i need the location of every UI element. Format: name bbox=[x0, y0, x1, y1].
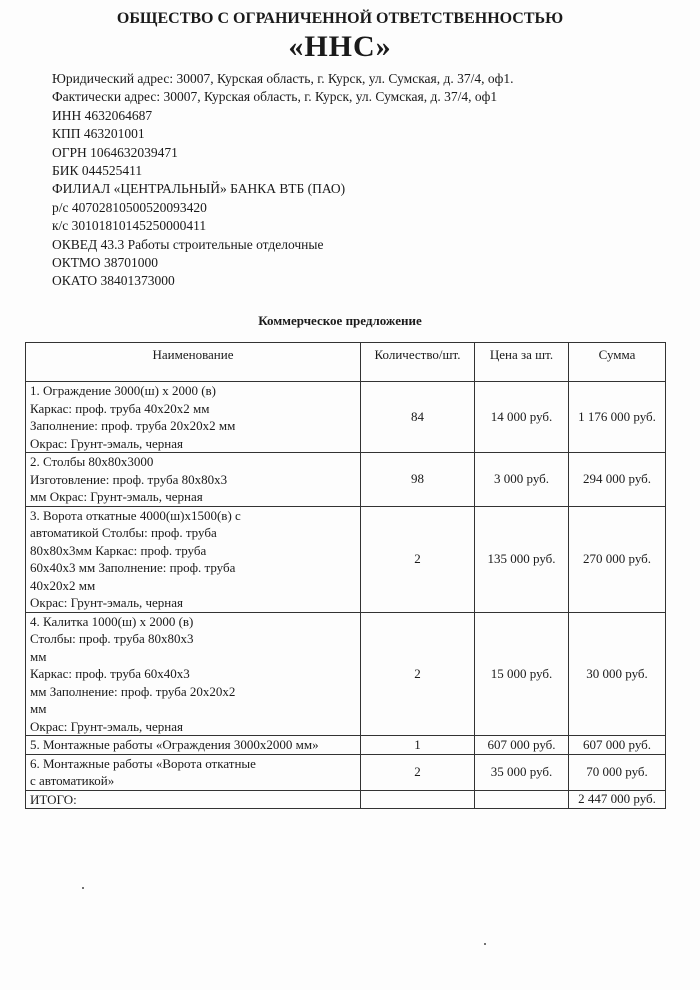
item-price: 14 000 руб. bbox=[475, 382, 569, 453]
item-quantity: 98 bbox=[361, 453, 475, 507]
detail-line: Юридический адрес: 30007, Курская область, г. Курск, ул. Сумская, д. 37/4, оф1. bbox=[52, 71, 514, 86]
item-description: 6. Монтажные работы «Ворота откатные с автоматикой» bbox=[26, 754, 361, 790]
item-price: 15 000 руб. bbox=[475, 612, 569, 736]
item-quantity: 84 bbox=[361, 382, 475, 453]
item-quantity: 2 bbox=[361, 754, 475, 790]
table-row bbox=[26, 736, 666, 755]
table-row bbox=[26, 506, 666, 612]
offer-table bbox=[25, 342, 666, 809]
detail-line: КПП 463201001 bbox=[52, 126, 145, 142]
item-description: 4. Калитка 1000(ш) х 2000 (в) Столбы: проф. труба 80х80х3 мм Каркас: проф. труба 60х40х3 мм Заполнение: проф. труба 20х20х2 мм Окрас: Грунт-эмаль, черная bbox=[26, 612, 361, 736]
detail-line: ОКТМО 38701000 bbox=[52, 255, 158, 271]
item-sum: 30 000 руб. bbox=[569, 612, 666, 736]
detail-line: ОКВЕД 43.3 Работы строительные отделочные bbox=[52, 236, 324, 252]
offer-title: Коммерческое предложение bbox=[258, 313, 422, 328]
header-sum: Сумма bbox=[569, 343, 666, 382]
detail-line: ИНН 4632064687 bbox=[52, 107, 153, 123]
table-row bbox=[26, 612, 666, 736]
table-row bbox=[26, 382, 666, 453]
table-header-row bbox=[26, 343, 666, 382]
table-row bbox=[26, 453, 666, 507]
item-price: 135 000 руб. bbox=[475, 506, 569, 612]
detail-line: БИК 044525411 bbox=[52, 163, 143, 179]
detail-line: р/с 40702810500520093420 bbox=[52, 199, 207, 215]
item-sum: 270 000 руб. bbox=[569, 506, 666, 612]
total-row bbox=[26, 790, 666, 809]
total-label: ИТОГО: bbox=[26, 790, 361, 809]
empty-cell bbox=[475, 790, 569, 809]
company-details bbox=[52, 70, 514, 291]
detail-line: ОГРН 1064632039471 bbox=[52, 144, 178, 160]
company-name: «ННС» bbox=[288, 30, 392, 63]
item-price: 607 000 руб. bbox=[475, 736, 569, 755]
table-row bbox=[26, 754, 666, 790]
item-quantity: 2 bbox=[361, 506, 475, 612]
header-qty: Количество/шт. bbox=[361, 343, 475, 382]
detail-line: к/с 30101810145250000411 bbox=[52, 218, 207, 234]
item-description: 5. Монтажные работы «Ограждения 3000х2000 мм» bbox=[26, 736, 361, 755]
scan-speck bbox=[484, 943, 486, 945]
item-sum: 70 000 руб. bbox=[569, 754, 666, 790]
detail-line: ОКАТО 38401373000 bbox=[52, 273, 175, 289]
item-price: 3 000 руб. bbox=[475, 453, 569, 507]
detail-line: ФИЛИАЛ «ЦЕНТРАЛЬНЫЙ» БАНКА ВТБ (ПАО) bbox=[52, 181, 346, 197]
item-sum: 1 176 000 руб. bbox=[569, 382, 666, 453]
item-description: 2. Столбы 80х80х3000 Изготовление: проф. труба 80х80х3 мм Окрас: Грунт-эмаль, черная bbox=[26, 453, 361, 507]
company-form-heading: ОБЩЕСТВО С ОГРАНИЧЕННОЙ ОТВЕТСТВЕННОСТЬЮ bbox=[116, 10, 564, 27]
item-description: 3. Ворота откатные 4000(ш)х1500(в) с автоматикой Столбы: проф. труба 80х80х3мм Каркас: проф. труба 60х40х3 мм Заполнение: проф. труба 40х20х2 мм Окрас: Грунт-эмаль, черная bbox=[26, 506, 361, 612]
detail-line: Фактически адрес: 30007, Курская область, г. Курск, ул. Сумская, д. 37/4, оф1 bbox=[52, 89, 498, 105]
item-description: 1. Ограждение 3000(ш) х 2000 (в) Каркас: проф. труба 40х20х2 мм Заполнение: проф. труба 20х20х2 мм Окрас: Грунт-эмаль, черная bbox=[26, 382, 361, 453]
item-quantity: 1 bbox=[361, 736, 475, 755]
item-price: 35 000 руб. bbox=[475, 754, 569, 790]
total-sum: 2 447 000 руб. bbox=[569, 790, 666, 809]
header-price: Цена за шт. bbox=[475, 343, 569, 382]
item-sum: 607 000 руб. bbox=[569, 736, 666, 755]
header-name: Наименование bbox=[26, 343, 361, 382]
item-quantity: 2 bbox=[361, 612, 475, 736]
empty-cell bbox=[361, 790, 475, 809]
scan-speck bbox=[82, 887, 84, 889]
item-sum: 294 000 руб. bbox=[569, 453, 666, 507]
